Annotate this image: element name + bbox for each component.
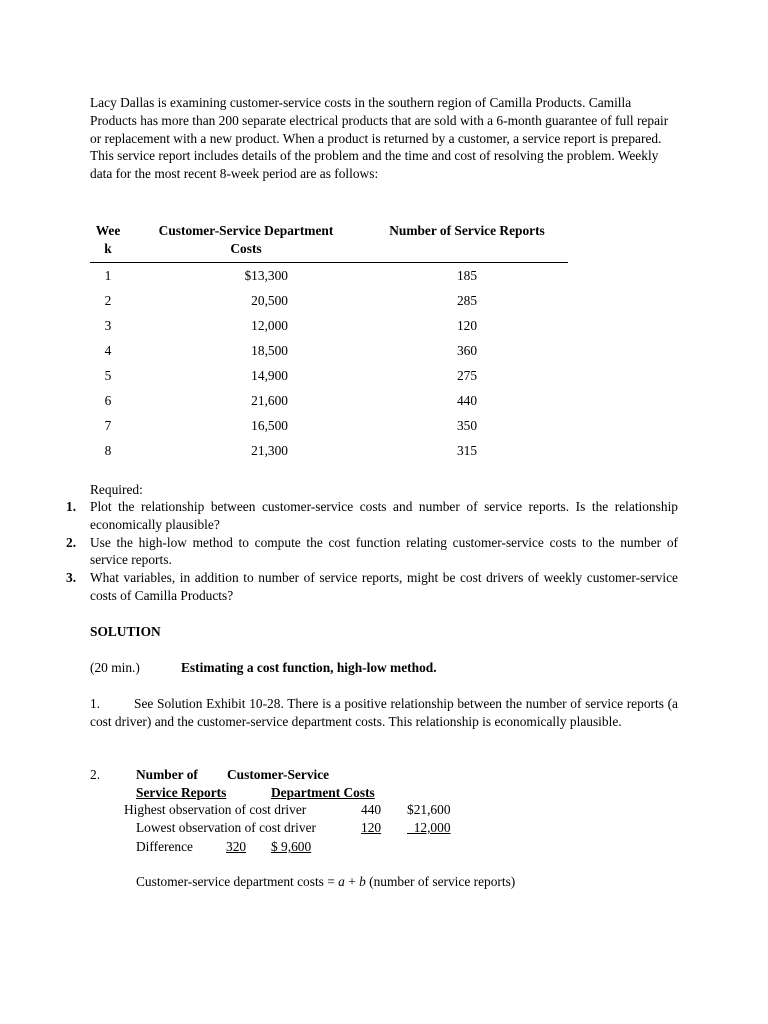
cost-cell: 21,300 xyxy=(251,443,288,459)
solution-answer-1 xyxy=(90,695,678,731)
cost-cell: 14,900 xyxy=(251,368,288,384)
table-row xyxy=(90,414,568,439)
week-cell: 2 xyxy=(104,292,112,308)
intro-paragraph: Lacy Dallas is examining customer-service costs in the southern region of Camilla Products. Camilla Products has more than 200 separate electrical products that are sold with a 6-month guarantee of full repair or replacement with a new product. When a product is returned by a customer, a service report is prepared. This service report includes details of the problem and the time and cost of resolving the problem. Weekly data for the most recent 8-week period are as follows: xyxy=(90,95,669,182)
hl-diff-label: Difference xyxy=(136,839,193,854)
hl-low-label: Lowest observation of cost driver xyxy=(136,820,316,835)
weekly-data-table xyxy=(90,222,568,464)
solution-heading: SOLUTION xyxy=(90,624,161,639)
question-item xyxy=(66,534,678,570)
week-header: Wee k xyxy=(90,222,126,263)
week-cell: 3 xyxy=(104,317,112,333)
reports-header: Number of Service Reports xyxy=(366,222,568,263)
hl-col1-header-line2: Service Reports xyxy=(136,785,227,800)
hl-col1-header-line1: Number of xyxy=(136,767,198,782)
table-row xyxy=(90,439,568,464)
solution-time: (20 min.) xyxy=(90,660,140,675)
cost-cell: 20,500 xyxy=(251,292,288,308)
cost-function-formula: Customer-service department costs = a + b (number of service reports) xyxy=(136,874,516,889)
cost-cell: 18,500 xyxy=(251,342,288,358)
reports-cell: 185 xyxy=(456,267,478,283)
hl-high-cost: $21,600 xyxy=(407,802,451,817)
answer-number: 1. xyxy=(90,696,101,711)
reports-cell: 285 xyxy=(456,292,478,308)
cost-cell: $13,300 xyxy=(244,267,288,283)
hl-low-cost: 12,000 xyxy=(407,820,451,835)
hl-diff-cost: $ 9,600 xyxy=(271,839,312,854)
table-row xyxy=(90,263,568,289)
reports-cell: 350 xyxy=(456,418,478,434)
table-row xyxy=(90,363,568,388)
question-text: Use the high-low method to compute the cost function relating customer-service costs to the number of service reports. xyxy=(90,534,678,568)
reports-cell: 315 xyxy=(456,443,478,459)
week-cell: 6 xyxy=(104,393,112,409)
hl-col2-header-line1: Customer-Service xyxy=(227,767,330,782)
answer-number: 2. xyxy=(90,767,101,782)
question-item xyxy=(66,569,678,605)
required-questions xyxy=(66,498,678,605)
week-cell: 1 xyxy=(104,267,112,283)
solution-subtitle: Estimating a cost function, high-low method. xyxy=(181,660,437,675)
hl-low-reports: 120 xyxy=(361,820,382,835)
hl-high-label: Highest observation of cost driver xyxy=(124,802,307,817)
reports-cell: 120 xyxy=(456,317,478,333)
answer-text: See Solution Exhibit 10-28. There is a positive relationship between the number of service reports (a cost driver) and the customer-service department costs. This relationship is economically plausible. xyxy=(90,696,678,729)
required-label: Required: xyxy=(90,482,143,497)
table-row xyxy=(90,288,568,313)
week-cell: 5 xyxy=(104,368,112,384)
question-number: 3. xyxy=(66,570,77,586)
cost-cell: 16,500 xyxy=(251,418,288,434)
cost-cell: 21,600 xyxy=(251,393,288,409)
question-number: 2. xyxy=(66,534,77,550)
week-cell: 4 xyxy=(104,342,112,358)
hl-high-reports: 440 xyxy=(361,802,382,817)
table-row xyxy=(90,313,568,338)
reports-cell: 360 xyxy=(456,342,478,358)
hl-col2-header-line2: Department Costs xyxy=(271,785,375,800)
question-text: What variables, in addition to number of service reports, might be cost drivers of weekly customer-service costs of Camilla Products? xyxy=(90,570,678,603)
cost-cell: 12,000 xyxy=(251,317,288,333)
question-item xyxy=(66,498,678,534)
question-number: 1. xyxy=(66,499,77,514)
reports-cell: 275 xyxy=(456,368,478,384)
question-text: Plot the relationship between customer-service costs and number of service reports. Is the relationship economically plausible? xyxy=(90,499,678,532)
table-row xyxy=(90,388,568,413)
reports-cell: 440 xyxy=(456,393,478,409)
week-cell: 8 xyxy=(104,443,112,459)
week-cell: 7 xyxy=(104,418,112,434)
hl-diff-reports: 320 xyxy=(226,839,247,854)
cost-header: Customer-Service Department Costs xyxy=(126,222,366,263)
table-row xyxy=(90,338,568,363)
table-header-row xyxy=(90,222,568,263)
